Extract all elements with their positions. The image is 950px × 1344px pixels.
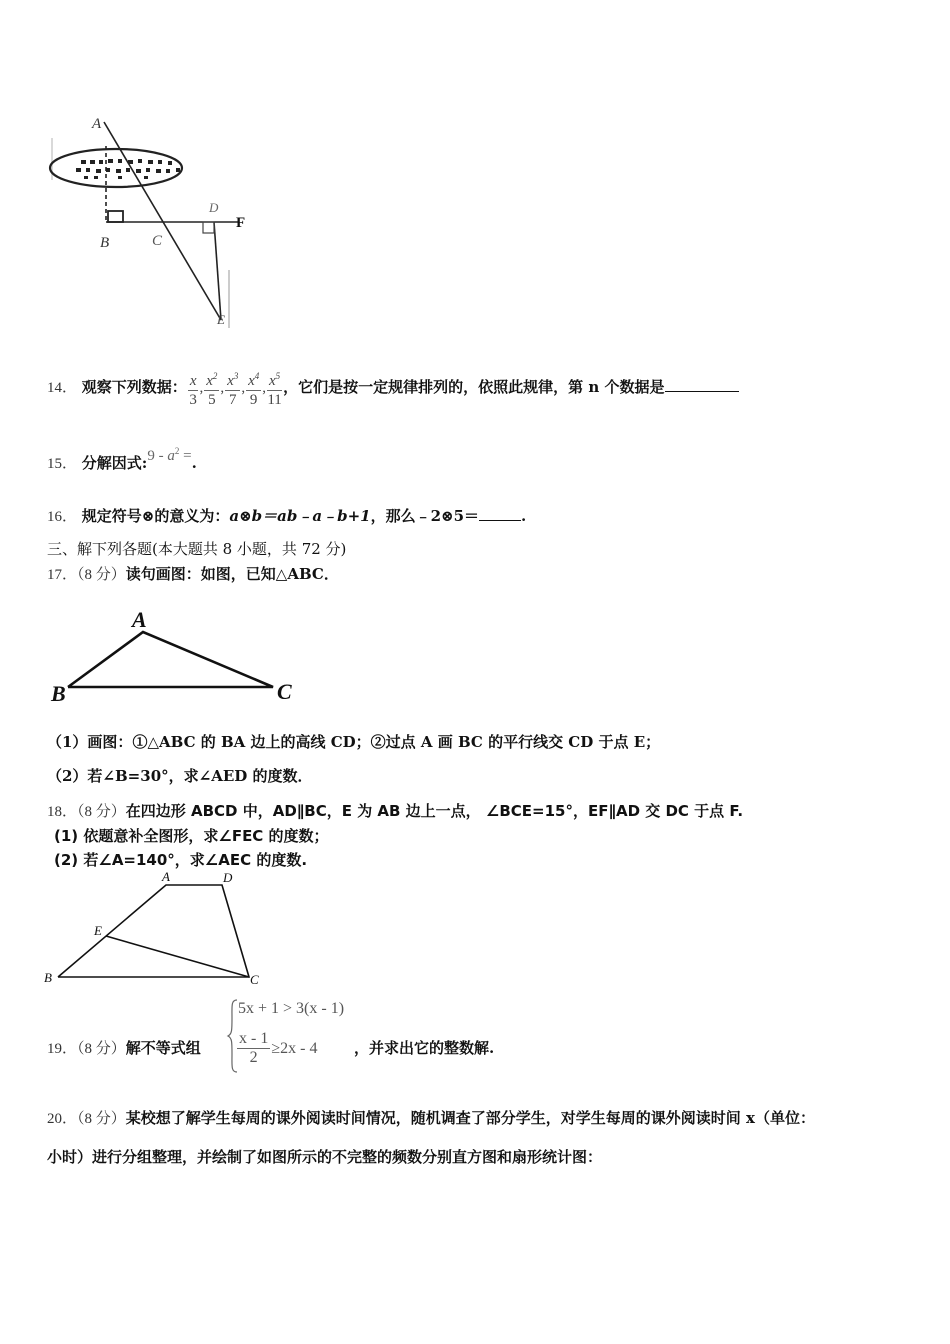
label-C: C bbox=[152, 233, 163, 249]
question-score: （8 分） bbox=[77, 1041, 126, 1057]
question-number: 18． bbox=[47, 804, 78, 820]
q18-part1: (1) 依题意补全图形，求∠FEC 的度数； bbox=[54, 827, 329, 845]
question-number: 19． bbox=[47, 1041, 78, 1057]
question-number: 16． bbox=[47, 509, 78, 525]
question-19: 19．（8 分）解不等式组 bbox=[47, 1039, 201, 1057]
section-heading: 三、解下列各题(本大题共 8 小题，共 72 分) bbox=[47, 540, 347, 558]
label-F: F bbox=[236, 215, 246, 231]
label-D: D bbox=[209, 200, 219, 215]
question-prefix: 分解因式: bbox=[81, 454, 148, 472]
question-14: 14． 观察下列数据： $\frac{x}{3}$ , $\frac{x^2}{5}$ , $\frac{x^3}{7}$ , $\frac{x^4}{9}$ , $\frac{x^5}{11}$ ，它们是按一定规律排列的，依照此规律，第 n 个数据是 bbox=[47, 367, 739, 409]
vertex-D: D bbox=[223, 870, 233, 885]
question-prefix: 观察下列数据： bbox=[81, 378, 187, 396]
question-suffix: ，它们是按一定规律排列的，依照此规律，第 n 个数据是 bbox=[283, 378, 665, 396]
question-15: 15． 分解因式:9 - $a^2$ =. bbox=[47, 446, 197, 472]
label-E: E bbox=[217, 312, 225, 327]
q18-part2: (2) 若∠A=140°，求∠AEC 的度数. bbox=[54, 851, 308, 869]
triangle-figure bbox=[48, 605, 308, 710]
formula: a⊗b＝ab﹣a﹣b+1 bbox=[229, 507, 371, 525]
vertex-B: B bbox=[44, 970, 52, 985]
question-score: （8 分） bbox=[77, 567, 126, 583]
vertex-A: A bbox=[162, 869, 170, 884]
inequality-2 bbox=[236, 1030, 317, 1067]
inequality-2-rhs: ≥2x - 4 bbox=[271, 1040, 318, 1057]
vertex-B: B bbox=[51, 681, 66, 706]
expression: $9 - a^2$ = bbox=[147, 446, 192, 464]
fraction-3: $\frac{x^3}{7}$ bbox=[225, 367, 240, 409]
label-B: B bbox=[100, 235, 110, 251]
question-20: 20．（8 分）某校想了解学生每周的课外阅读时间情况，随机调查了部分学生，对学生每周的课外阅读时间 x（单位： bbox=[47, 1109, 815, 1127]
question-16: 16． 规定符号⊗的意义为：a⊗b＝ab﹣a﹣b+1，那么﹣2⊗5＝ . bbox=[47, 507, 527, 525]
question-17: 17．（8 分）读句画图：如图，已知△ABC． bbox=[47, 565, 339, 583]
vertex-E: E bbox=[94, 923, 102, 938]
figure-q13 bbox=[48, 108, 258, 333]
q20-line2: 小时）进行分组整理，并绘制了如图所示的不完整的频数分别直方图和扇形统计图： bbox=[47, 1148, 603, 1166]
quadrilateral-figure bbox=[40, 868, 270, 990]
q17-part1: （1）画图：①△ABC 的 BA 边上的高线 CD；②过点 A 画 BC 的平行线交 CD 于点 E； bbox=[47, 733, 661, 751]
fraction-2: $\frac{x^2}{5}$ bbox=[204, 367, 219, 409]
question-number: 14． bbox=[47, 380, 78, 396]
fraction-5: $\frac{x^5}{11}$ bbox=[267, 367, 282, 409]
vertex-C: C bbox=[277, 679, 292, 704]
question-score: （8 分） bbox=[77, 804, 126, 820]
question-score: （8 分） bbox=[77, 1111, 126, 1127]
question-number: 20． bbox=[47, 1111, 78, 1127]
answer-blank bbox=[665, 391, 739, 392]
pond-ellipse bbox=[50, 149, 182, 187]
question-18: 18．（8 分）在四边形 ABCD 中，AD∥BC，E 为 AB 边上一点， ∠BCE=15°，EF∥AD 交 DC 于点 F. bbox=[47, 802, 744, 820]
inequality-1: 5x + 1 > 3(x - 1) bbox=[238, 1000, 345, 1017]
label-A: A bbox=[92, 116, 102, 132]
q17-part2: （2）若∠B=30°，求∠AED 的度数． bbox=[47, 767, 313, 785]
answer-blank bbox=[479, 520, 521, 521]
q19-suffix: ，并求出它的整数解. bbox=[354, 1039, 495, 1057]
fraction-1: $\frac{x}{3}$ bbox=[188, 367, 199, 409]
vertex-C: C bbox=[250, 972, 259, 987]
question-number: 17． bbox=[47, 567, 78, 583]
inequality-2-fraction: $\frac{x - 1}{2}$ bbox=[239, 1030, 269, 1066]
question-number: 15． bbox=[47, 456, 78, 472]
vertex-A: A bbox=[132, 607, 147, 632]
fraction-4: $\frac{x^4}{9}$ bbox=[246, 367, 261, 409]
